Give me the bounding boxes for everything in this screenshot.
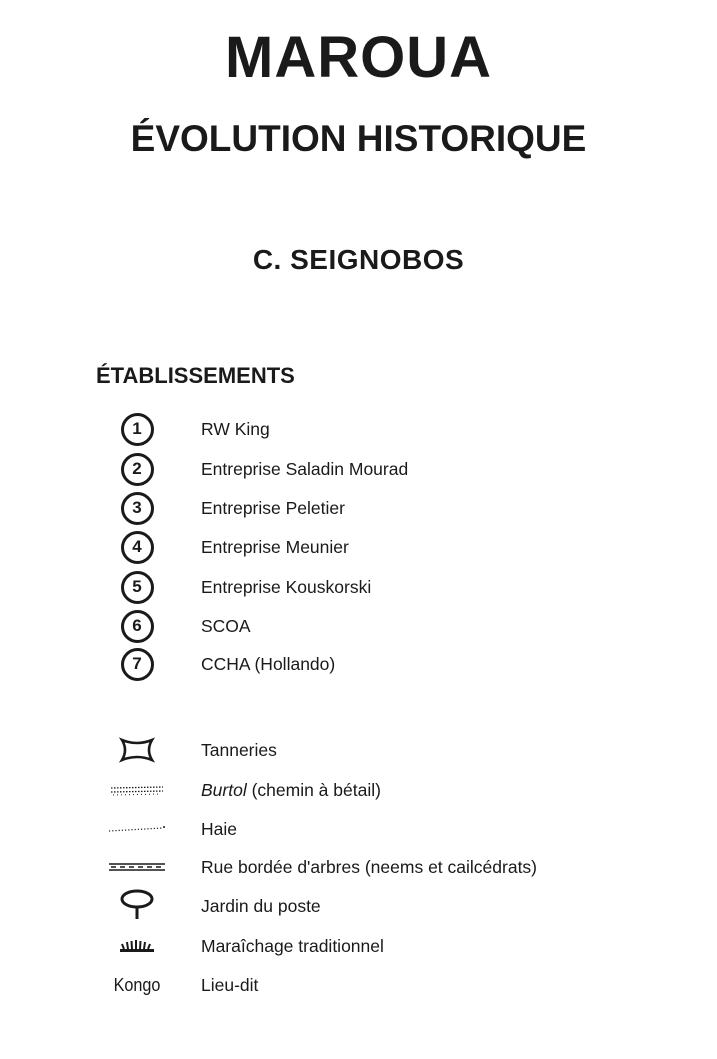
page-title: MAROUA	[225, 25, 492, 90]
list-item-label: Entreprise Kouskorski	[201, 577, 372, 597]
page-subtitle: ÉVOLUTION HISTORIQUE	[130, 118, 587, 159]
tree-lined-street-icon	[107, 858, 167, 876]
legend-label: Rue bordée d'arbres (neems et cailcédrats)	[201, 857, 538, 877]
list-item-label: RW King	[201, 419, 270, 439]
legend-item	[0, 967, 717, 1003]
list-item	[0, 569, 717, 605]
list-item-label: Entreprise Saladin Mourad	[201, 459, 409, 479]
cattle-path-icon	[109, 780, 165, 800]
legend-item	[0, 928, 717, 964]
hedge-icon	[107, 821, 167, 837]
list-item	[0, 608, 717, 644]
list-item-label: SCOA	[201, 616, 251, 636]
legend-label: Tanneries	[201, 740, 277, 760]
list-item-label: Entreprise Meunier	[201, 537, 349, 557]
legend-label: Lieu-dit	[201, 975, 259, 995]
legend-label: Maraîchage traditionnel	[201, 936, 384, 956]
legend-label-italic: Burtol	[201, 780, 247, 800]
number-badge: 5	[121, 571, 154, 604]
number-badge: 2	[121, 453, 154, 486]
legend-label	[201, 772, 381, 808]
legend-item	[0, 732, 717, 768]
legend-item	[0, 849, 717, 885]
number-badge: 4	[121, 531, 154, 564]
list-item	[0, 490, 717, 526]
list-item	[0, 411, 717, 447]
section-heading: ÉTABLISSEMENTS	[96, 363, 295, 388]
legend-label-rest: (chemin à bétail)	[246, 780, 381, 800]
number-badge: 6	[121, 610, 154, 643]
market-garden-icon	[115, 936, 159, 956]
legend-item	[0, 772, 717, 808]
tannery-icon	[117, 735, 157, 765]
list-item-label: Entreprise Peletier	[201, 498, 345, 518]
list-item	[0, 451, 717, 487]
garden-icon	[117, 889, 157, 923]
legend-item	[0, 811, 717, 847]
legend-label: Haie	[201, 819, 237, 839]
number-badge: 1	[121, 413, 154, 446]
number-badge: 3	[121, 492, 154, 525]
place-name-sample: Kongo	[113, 974, 161, 995]
number-badge: 7	[121, 648, 154, 681]
list-item	[0, 646, 717, 682]
legend-label: Jardin du poste	[201, 896, 321, 916]
list-item	[0, 529, 717, 565]
list-item-label: CCHA (Hollando)	[201, 654, 336, 674]
author: C. SEIGNOBOS	[252, 244, 465, 275]
legend-item	[0, 888, 717, 924]
